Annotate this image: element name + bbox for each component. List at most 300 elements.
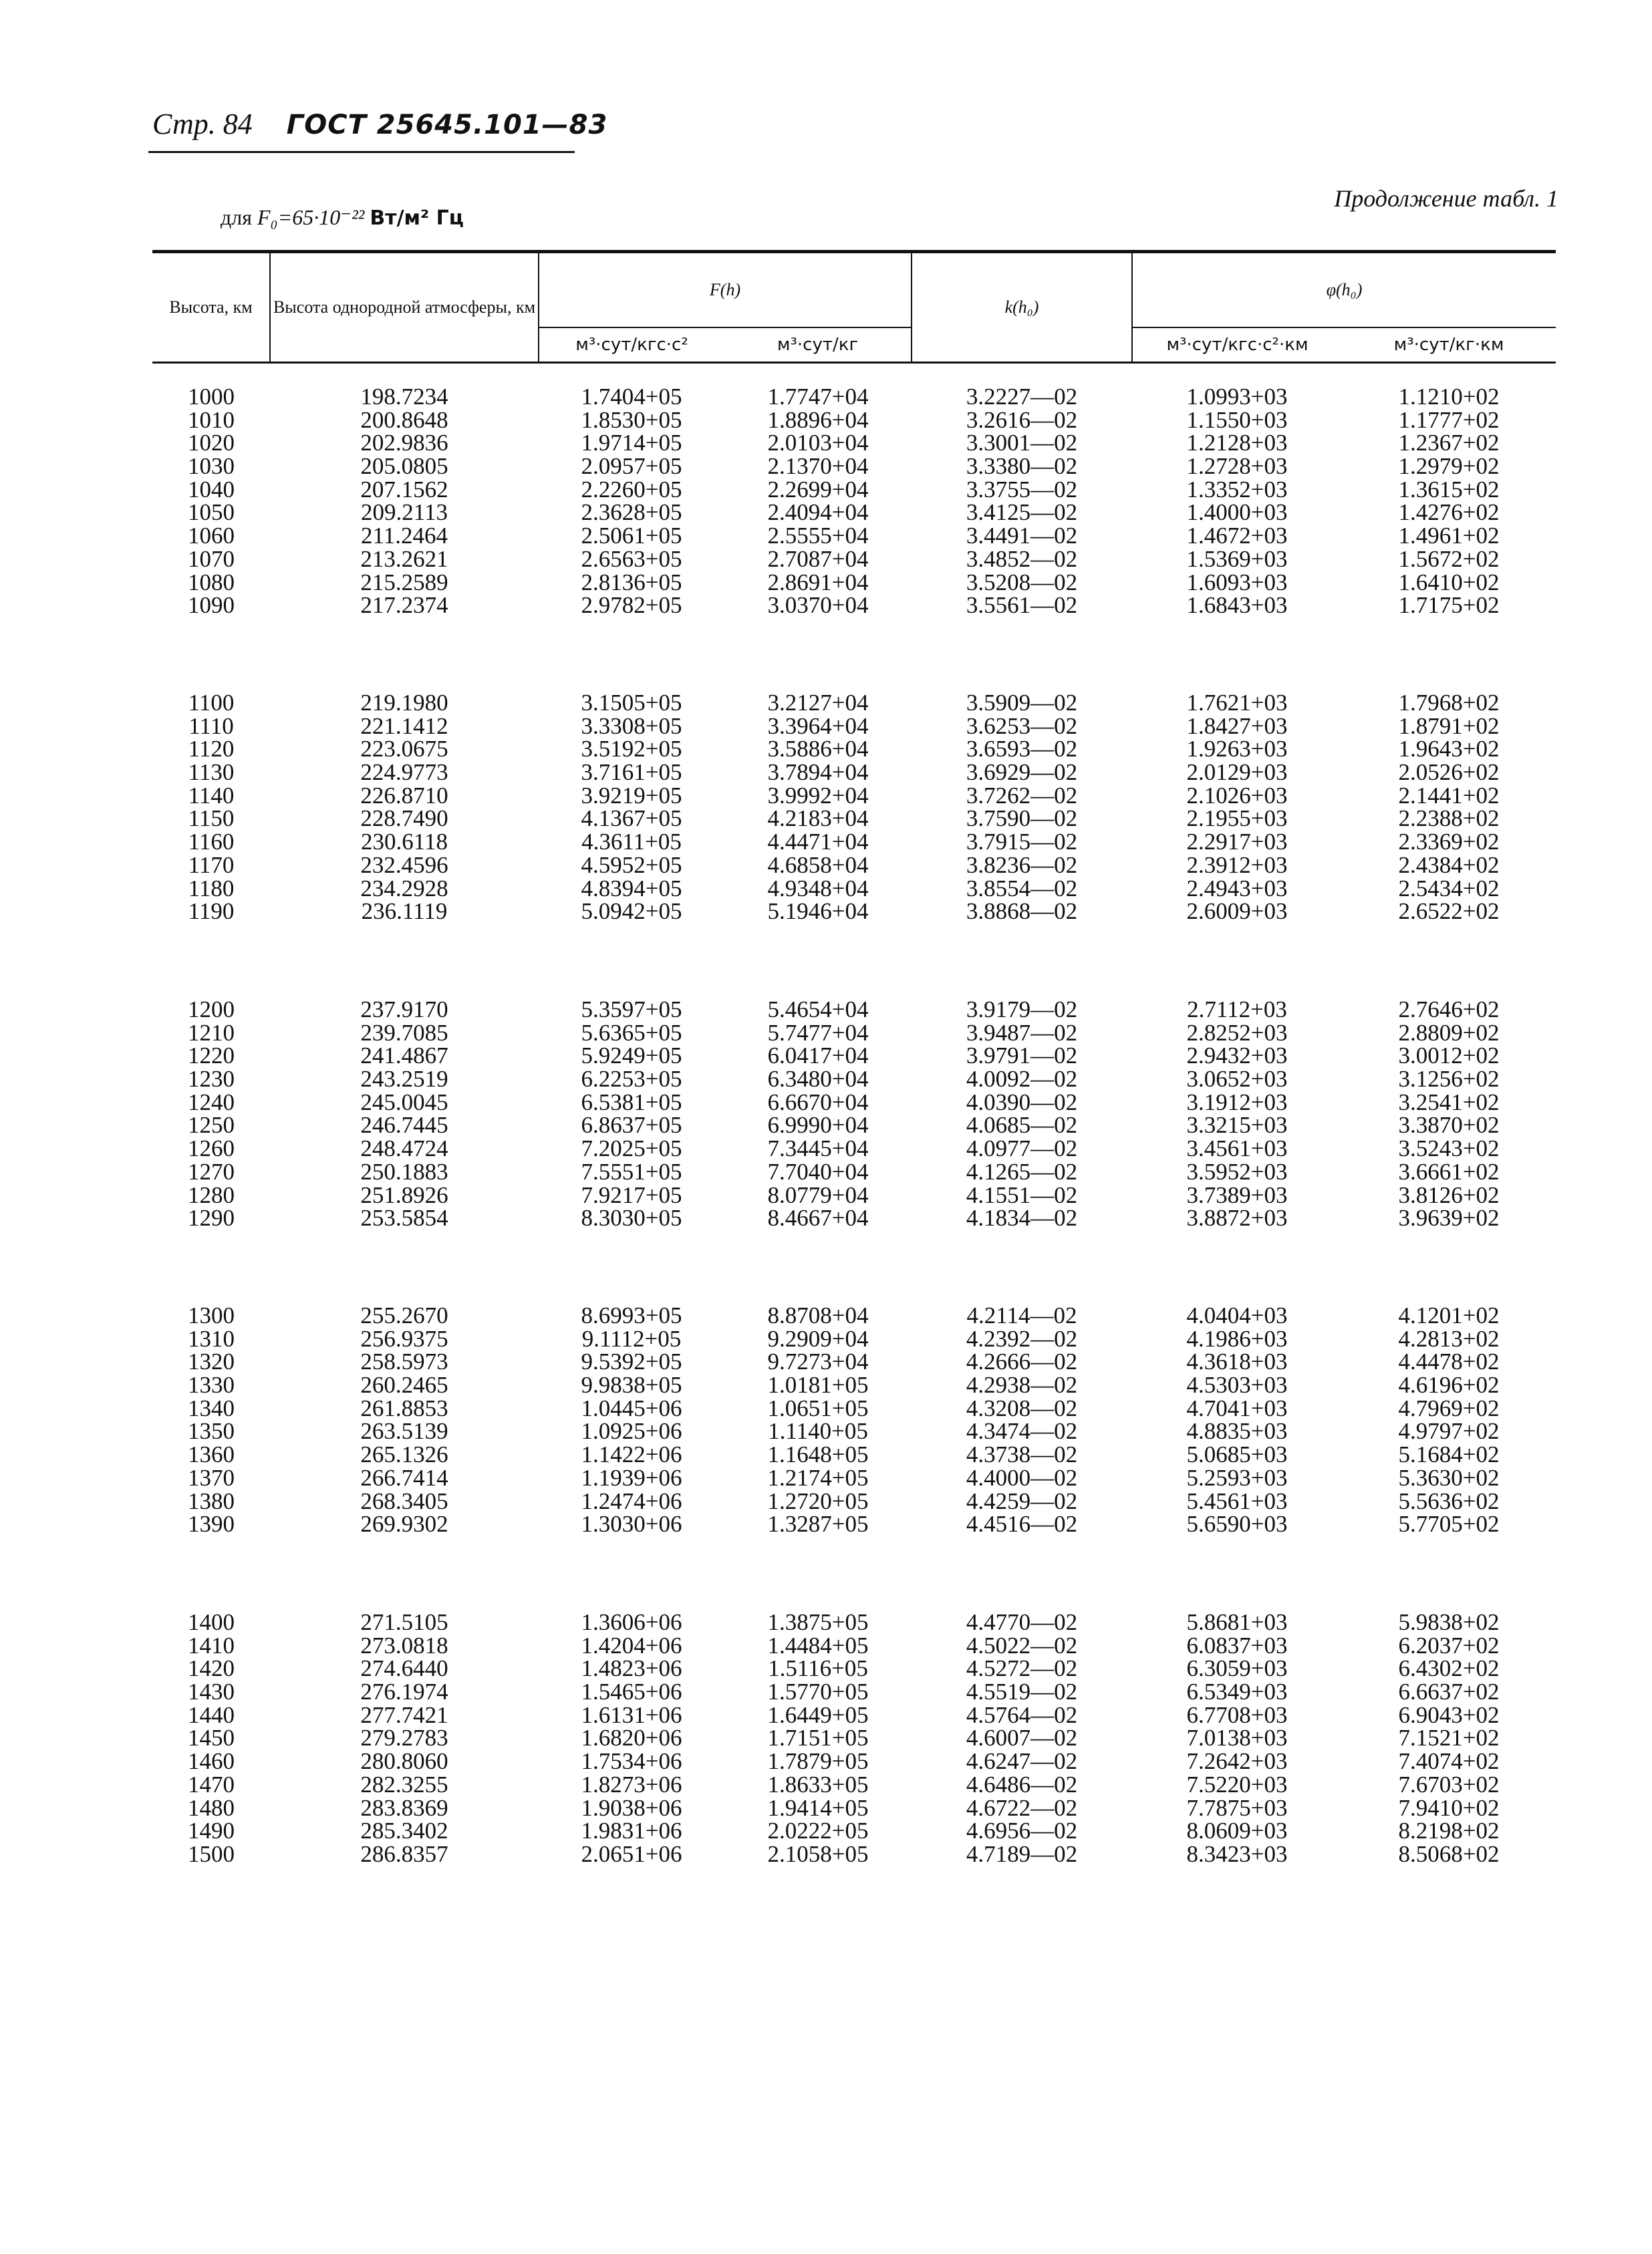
cell-homogeneous-height: 215.2589 [360, 569, 448, 595]
cell-kh: 4.4770—02 [966, 1609, 1078, 1635]
cell-fh-kg: 1.3287+05 [767, 1511, 869, 1538]
cell-fh-kgf: 7.2025+05 [581, 1135, 682, 1162]
cell-height: 1290 [188, 1205, 235, 1232]
cell-phi-kgf: 3.7389+03 [1186, 1181, 1288, 1208]
cell-fh-kg: 6.6670+04 [767, 1089, 869, 1115]
cell-fh-kg: 5.1946+04 [767, 898, 869, 925]
table-row [152, 455, 1556, 478]
cell-fh-kgf: 7.9217+05 [581, 1181, 682, 1208]
cell-fh-kgf: 8.6993+05 [581, 1302, 682, 1328]
cell-phi-kgf: 4.8835+03 [1186, 1418, 1288, 1445]
cell-fh-kg: 2.7087+04 [767, 545, 869, 572]
table-row [152, 1068, 1556, 1091]
cell-phi-kgf: 3.0652+03 [1186, 1066, 1288, 1093]
cell-phi-kg: 1.1210+02 [1398, 384, 1500, 410]
table-row [152, 1019, 1556, 1046]
cell-phi-kg: 7.4074+02 [1398, 1748, 1500, 1775]
cell-kh: 3.6593—02 [966, 736, 1078, 762]
cell-fh-kg: 3.3964+04 [767, 712, 869, 739]
cell-fh-kg: 2.5555+04 [767, 523, 869, 549]
table-row [152, 1513, 1556, 1536]
data-group-1400 [152, 1611, 1556, 1866]
cell-fh-kgf: 1.7534+06 [581, 1748, 682, 1775]
cell-fh-kg: 8.0779+04 [767, 1181, 869, 1208]
cell-fh-kgf: 1.1939+06 [581, 1464, 682, 1491]
cell-kh: 3.8554—02 [966, 875, 1078, 901]
cell-phi-kg: 8.5068+02 [1398, 1840, 1500, 1867]
cell-homogeneous-height: 274.6440 [360, 1655, 448, 1682]
cell-fh-kgf: 2.5061+05 [581, 523, 682, 549]
cell-homogeneous-height: 269.9302 [360, 1511, 448, 1538]
table-row [152, 692, 1556, 715]
cell-homogeneous-height: 276.1974 [360, 1679, 448, 1705]
col-fh-unit-1: м³·сут/кгс·с² [539, 327, 724, 363]
cell-phi-kg: 1.4961+02 [1398, 523, 1500, 549]
cell-fh-kgf: 5.3597+05 [581, 996, 682, 1022]
cell-fh-kgf: 4.5952+05 [581, 851, 682, 878]
cell-kh: 3.3380—02 [966, 453, 1078, 480]
cell-fh-kg: 1.7879+05 [767, 1748, 869, 1775]
cell-height: 1450 [188, 1725, 235, 1751]
cell-fh-kgf: 6.8637+05 [581, 1112, 682, 1139]
cell-phi-kgf: 8.3423+03 [1186, 1840, 1288, 1867]
cell-homogeneous-height: 273.0818 [360, 1632, 448, 1659]
cell-kh: 4.5272—02 [966, 1655, 1078, 1682]
table-row [152, 1351, 1556, 1374]
cell-fh-kg: 8.8708+04 [767, 1302, 869, 1328]
cell-phi-kg: 1.7968+02 [1398, 690, 1500, 716]
cell-phi-kg: 6.4302+02 [1398, 1655, 1500, 1682]
cell-height: 1100 [188, 690, 235, 716]
cell-fh-kgf: 2.9782+05 [581, 592, 682, 619]
cell-phi-kgf: 1.0993+03 [1186, 384, 1288, 410]
cell-homogeneous-height: 246.7445 [360, 1112, 448, 1139]
cell-phi-kg: 2.0526+02 [1398, 759, 1500, 786]
cell-homogeneous-height: 234.2928 [360, 875, 448, 901]
cell-fh-kg: 6.9990+04 [767, 1112, 869, 1139]
cell-height: 1210 [188, 1019, 235, 1046]
cell-kh: 4.6247—02 [966, 1748, 1078, 1775]
table-row [152, 1820, 1556, 1843]
cell-height: 1190 [188, 898, 235, 925]
table-row [152, 1464, 1556, 1491]
cell-phi-kg: 5.7705+02 [1398, 1511, 1500, 1538]
cell-phi-kg: 4.1201+02 [1398, 1302, 1500, 1328]
cell-fh-kg: 6.0417+04 [767, 1042, 869, 1069]
cell-homogeneous-height: 280.8060 [360, 1748, 448, 1775]
cell-phi-kg: 3.6661+02 [1398, 1158, 1500, 1185]
cell-height: 1110 [188, 712, 234, 739]
table-row [152, 831, 1556, 854]
col-phi-unit-1: м³·сут/кгс·с²·км [1132, 327, 1342, 363]
cell-phi-kg: 1.9643+02 [1398, 736, 1500, 762]
cell-height: 1440 [188, 1701, 235, 1728]
cell-height: 1500 [188, 1840, 235, 1867]
cell-homogeneous-height: 198.7234 [360, 384, 448, 410]
cell-phi-kg: 5.5636+02 [1398, 1488, 1500, 1514]
cell-homogeneous-height: 266.7414 [360, 1464, 448, 1491]
cell-height: 1360 [188, 1441, 235, 1468]
cell-phi-kgf: 3.5952+03 [1186, 1158, 1288, 1185]
table-row [152, 1207, 1556, 1230]
cell-phi-kgf: 3.1912+03 [1186, 1089, 1288, 1115]
cell-fh-kg: 4.4471+04 [767, 829, 869, 855]
cell-kh: 4.3208—02 [966, 1395, 1078, 1421]
cell-kh: 4.1551—02 [966, 1181, 1078, 1208]
cell-fh-kg: 1.5116+05 [768, 1655, 868, 1682]
cell-homogeneous-height: 251.8926 [360, 1181, 448, 1208]
cell-homogeneous-height: 265.1326 [360, 1441, 448, 1468]
cell-phi-kg: 1.5672+02 [1398, 545, 1500, 572]
cell-fh-kg: 4.2183+04 [767, 805, 869, 832]
cell-phi-kg: 1.2979+02 [1398, 453, 1500, 480]
cell-fh-kgf: 4.3611+05 [581, 829, 682, 855]
cell-phi-kg: 7.6703+02 [1398, 1771, 1500, 1798]
cell-phi-kgf: 1.6843+03 [1186, 592, 1288, 619]
cell-phi-kg: 5.9838+02 [1398, 1609, 1500, 1635]
data-group-1200 [152, 998, 1556, 1230]
cell-phi-kgf: 5.4561+03 [1186, 1488, 1288, 1514]
table-row [152, 1657, 1556, 1681]
cell-phi-kg: 3.9639+02 [1398, 1205, 1500, 1232]
cell-fh-kgf: 6.2253+05 [581, 1066, 682, 1093]
cell-height: 1350 [188, 1418, 235, 1445]
cell-phi-kgf: 2.2917+03 [1186, 829, 1288, 855]
cell-fh-kg: 3.0370+04 [767, 592, 869, 619]
cell-phi-kg: 7.9410+02 [1398, 1794, 1500, 1821]
cell-height: 1430 [188, 1679, 235, 1705]
table-row [152, 761, 1556, 785]
cell-fh-kgf: 1.6131+06 [581, 1701, 682, 1728]
cell-homogeneous-height: 271.5105 [360, 1609, 448, 1635]
cell-kh: 4.5022—02 [966, 1632, 1078, 1659]
cell-fh-kgf: 3.9219+05 [581, 782, 682, 809]
flux-condition-prefix: для [221, 205, 252, 229]
cell-phi-kgf: 6.7708+03 [1186, 1701, 1288, 1728]
cell-kh: 4.0685—02 [966, 1112, 1078, 1139]
cell-phi-kg: 3.1256+02 [1398, 1066, 1500, 1093]
table-row [152, 1490, 1556, 1514]
cell-phi-kgf: 2.4943+03 [1186, 875, 1288, 901]
cell-phi-kg: 2.4384+02 [1398, 851, 1500, 878]
cell-fh-kg: 2.4094+04 [767, 499, 869, 526]
cell-fh-kg: 2.1370+04 [767, 453, 869, 480]
table-row [152, 1397, 1556, 1421]
cell-kh: 4.0977—02 [966, 1135, 1078, 1162]
cell-fh-kgf: 4.1367+05 [581, 805, 682, 832]
cell-height: 1040 [188, 476, 235, 503]
cell-height: 1380 [188, 1488, 235, 1514]
cell-fh-kgf: 7.5551+05 [581, 1158, 682, 1185]
cell-kh: 3.4491—02 [966, 523, 1078, 549]
cell-fh-kg: 1.9414+05 [767, 1794, 869, 1821]
table-row [152, 1181, 1556, 1208]
cell-fh-kg: 1.2720+05 [767, 1488, 869, 1514]
cell-phi-kgf: 7.0138+03 [1186, 1725, 1288, 1751]
cell-fh-kgf: 3.7161+05 [581, 759, 682, 786]
cell-phi-kgf: 4.7041+03 [1186, 1395, 1288, 1421]
table-row [152, 406, 1556, 433]
cell-height: 1120 [188, 736, 235, 762]
cell-homogeneous-height: 256.9375 [360, 1325, 448, 1352]
cell-fh-kgf: 3.5192+05 [581, 736, 682, 762]
table-row [152, 851, 1556, 878]
table-row [152, 386, 1556, 409]
cell-phi-kgf: 3.4561+03 [1186, 1135, 1288, 1162]
cell-kh: 4.6007—02 [966, 1725, 1078, 1751]
table-row [152, 1840, 1556, 1867]
table-row [152, 1771, 1556, 1798]
cell-height: 1260 [188, 1135, 235, 1162]
cell-kh: 4.3474—02 [966, 1418, 1078, 1445]
cell-fh-kgf: 2.0651+06 [581, 1840, 682, 1867]
cell-phi-kg: 8.2198+02 [1398, 1818, 1500, 1844]
cell-homogeneous-height: 239.7085 [360, 1019, 448, 1046]
table-row [152, 1325, 1556, 1352]
cell-height: 1390 [188, 1511, 235, 1538]
cell-height: 1340 [188, 1395, 235, 1421]
cell-phi-kgf: 4.1986+03 [1186, 1325, 1288, 1352]
cell-fh-kgf: 2.0957+05 [581, 453, 682, 480]
data-group-1100 [152, 692, 1556, 924]
cell-height: 1240 [188, 1089, 235, 1115]
cell-kh: 4.7189—02 [966, 1840, 1078, 1867]
cell-fh-kg: 1.0181+05 [767, 1372, 869, 1399]
cell-homogeneous-height: 209.2113 [361, 499, 448, 526]
cell-fh-kg: 4.6858+04 [767, 851, 869, 878]
cell-height: 1460 [188, 1748, 235, 1775]
cell-phi-kgf: 6.3059+03 [1186, 1655, 1288, 1682]
cell-phi-kg: 1.8791+02 [1398, 712, 1500, 739]
table-row [152, 1750, 1556, 1774]
flux-units: Вт/м² Гц [370, 206, 464, 230]
cell-height: 1020 [188, 430, 235, 456]
cell-fh-kg: 5.7477+04 [767, 1019, 869, 1046]
cell-kh: 3.4852—02 [966, 545, 1078, 572]
cell-fh-kgf: 2.6563+05 [581, 545, 682, 572]
standard-designation: ГОСТ 25645.101—83 [286, 110, 608, 140]
cell-fh-kg: 2.0222+05 [767, 1818, 869, 1844]
col-phi-unit-2: м³·сут/кг·км [1342, 327, 1556, 363]
cell-kh: 4.2666—02 [966, 1349, 1078, 1375]
cell-homogeneous-height: 243.2519 [360, 1066, 448, 1093]
cell-fh-kg: 3.2127+04 [767, 690, 869, 716]
cell-phi-kgf: 1.2728+03 [1186, 453, 1288, 480]
table-row [152, 525, 1556, 548]
cell-fh-kg: 1.6449+05 [767, 1701, 869, 1728]
cell-homogeneous-height: 213.2621 [360, 545, 448, 572]
cell-height: 1300 [188, 1302, 235, 1328]
cell-height: 1080 [188, 569, 235, 595]
cell-homogeneous-height: 268.3405 [360, 1488, 448, 1514]
cell-homogeneous-height: 286.8357 [360, 1840, 448, 1867]
cell-phi-kg: 2.6522+02 [1398, 898, 1500, 925]
table-row [152, 1681, 1556, 1704]
cell-fh-kgf: 2.8136+05 [581, 569, 682, 595]
cell-height: 1490 [188, 1818, 235, 1844]
cell-phi-kg: 6.2037+02 [1398, 1632, 1500, 1659]
cell-fh-kgf: 3.1505+05 [581, 690, 682, 716]
cell-homogeneous-height: 253.5854 [360, 1205, 448, 1232]
cell-fh-kgf: 1.7404+05 [581, 384, 682, 410]
cell-fh-kgf: 1.8273+06 [581, 1771, 682, 1798]
cell-phi-kgf: 4.3618+03 [1186, 1349, 1288, 1375]
cell-fh-kg: 1.3875+05 [767, 1609, 869, 1635]
cell-kh: 4.1834—02 [966, 1205, 1078, 1232]
cell-phi-kgf: 1.4672+03 [1186, 523, 1288, 549]
cell-homogeneous-height: 205.0805 [360, 453, 448, 480]
cell-fh-kg: 1.5770+05 [767, 1679, 869, 1705]
cell-phi-kg: 3.0012+02 [1398, 1042, 1500, 1069]
cell-height: 1310 [188, 1325, 235, 1352]
table-row [152, 1420, 1556, 1443]
cell-kh: 3.5561—02 [966, 592, 1078, 619]
table-row [152, 1794, 1556, 1821]
cell-height: 1220 [188, 1042, 235, 1069]
cell-fh-kgf: 2.2260+05 [581, 476, 682, 503]
col-kh-header: k(h₀) [912, 252, 1132, 363]
cell-phi-kg: 4.4478+02 [1398, 1349, 1500, 1375]
cell-phi-kgf: 5.0685+03 [1186, 1441, 1288, 1468]
cell-fh-kgf: 3.3308+05 [581, 712, 682, 739]
cell-fh-kgf: 1.1422+06 [581, 1441, 682, 1468]
table-row [152, 807, 1556, 831]
cell-homogeneous-height: 226.8710 [360, 782, 448, 809]
cell-phi-kgf: 3.3215+03 [1186, 1112, 1288, 1139]
cell-height: 1480 [188, 1794, 235, 1821]
cell-fh-kgf: 8.3030+05 [581, 1205, 682, 1232]
cell-phi-kg: 2.5434+02 [1398, 875, 1500, 901]
table-row [152, 1044, 1556, 1068]
cell-fh-kgf: 6.5381+05 [581, 1089, 682, 1115]
cell-fh-kgf: 5.9249+05 [581, 1042, 682, 1069]
cell-kh: 3.3001—02 [966, 430, 1078, 456]
table-row [152, 1158, 1556, 1185]
cell-kh: 3.7915—02 [966, 829, 1078, 855]
cell-fh-kg: 7.7040+04 [767, 1158, 869, 1185]
cell-phi-kg: 2.1441+02 [1398, 782, 1500, 809]
cell-phi-kg: 2.2388+02 [1398, 805, 1500, 832]
cell-homogeneous-height: 261.8853 [360, 1395, 448, 1421]
cell-fh-kg: 7.3445+04 [767, 1135, 869, 1162]
table-row [152, 1632, 1556, 1659]
cell-kh: 3.5909—02 [966, 690, 1078, 716]
cell-fh-kg: 3.7894+04 [767, 759, 869, 786]
cell-fh-kgf: 1.5465+06 [581, 1679, 682, 1705]
cell-height: 1400 [188, 1609, 235, 1635]
cell-phi-kgf: 1.5369+03 [1186, 545, 1288, 572]
cell-phi-kgf: 1.1550+03 [1186, 406, 1288, 433]
cell-fh-kgf: 1.4204+06 [581, 1632, 682, 1659]
cell-kh: 3.8868—02 [966, 898, 1078, 925]
cell-homogeneous-height: 221.1412 [360, 712, 448, 739]
cell-kh: 4.5519—02 [966, 1679, 1078, 1705]
cell-phi-kgf: 7.2642+03 [1186, 1748, 1288, 1775]
cell-fh-kg: 4.9348+04 [767, 875, 869, 901]
cell-fh-kgf: 1.3606+06 [581, 1609, 682, 1635]
cell-height: 1200 [188, 996, 235, 1022]
table-row [152, 738, 1556, 761]
cell-phi-kgf: 7.7875+03 [1186, 1794, 1288, 1821]
cell-phi-kgf: 1.2128+03 [1186, 430, 1288, 456]
cell-fh-kgf: 2.3628+05 [581, 499, 682, 526]
cell-fh-kg: 1.0651+05 [767, 1395, 869, 1421]
cell-kh: 4.4000—02 [966, 1464, 1078, 1491]
cell-fh-kgf: 5.0942+05 [581, 898, 682, 925]
cell-kh: 4.6956—02 [966, 1818, 1078, 1844]
data-group-1300 [152, 1304, 1556, 1536]
cell-kh: 3.7262—02 [966, 782, 1078, 809]
cell-homogeneous-height: 283.8369 [360, 1794, 448, 1821]
cell-height: 1070 [188, 545, 235, 572]
cell-fh-kgf: 1.9831+06 [581, 1818, 682, 1844]
cell-height: 1140 [188, 782, 235, 809]
cell-homogeneous-height: 279.2783 [360, 1725, 448, 1751]
cell-phi-kg: 1.7175+02 [1398, 592, 1500, 619]
cell-homogeneous-height: 217.2374 [360, 592, 448, 619]
cell-fh-kg: 1.8633+05 [767, 1771, 869, 1798]
table-row [152, 782, 1556, 809]
cell-height: 1090 [188, 592, 235, 619]
page-number: Стр. 84 [152, 108, 253, 140]
cell-fh-kg: 8.4667+04 [767, 1205, 869, 1232]
cell-fh-kgf: 1.3030+06 [581, 1511, 682, 1538]
flux-formula: F₀=65·10⁻²² [257, 205, 365, 229]
cell-phi-kgf: 1.8427+03 [1186, 712, 1288, 739]
cell-phi-kgf: 1.3352+03 [1186, 476, 1288, 503]
cell-fh-kg: 3.5886+04 [767, 736, 869, 762]
cell-homogeneous-height: 200.8648 [360, 406, 448, 433]
table-row [152, 1091, 1556, 1115]
cell-phi-kgf: 1.4000+03 [1186, 499, 1288, 526]
data-group-1000 [152, 386, 1556, 617]
cell-height: 1150 [188, 805, 235, 832]
cell-phi-kgf: 2.1026+03 [1186, 782, 1288, 809]
cell-fh-kg: 1.2174+05 [767, 1464, 869, 1491]
cell-phi-kg: 6.6637+02 [1398, 1679, 1500, 1705]
table-row [152, 1374, 1556, 1397]
cell-phi-kgf: 7.5220+03 [1186, 1771, 1288, 1798]
cell-phi-kgf: 5.6590+03 [1186, 1511, 1288, 1538]
cell-homogeneous-height: 263.5139 [360, 1418, 448, 1445]
cell-height: 1370 [188, 1464, 235, 1491]
cell-phi-kg: 2.8809+02 [1398, 1019, 1500, 1046]
cell-phi-kgf: 6.5349+03 [1186, 1679, 1288, 1705]
table-row [152, 1443, 1556, 1467]
table-row [152, 1611, 1556, 1635]
cell-fh-kgf: 9.1112+05 [581, 1325, 682, 1352]
cell-homogeneous-height: 230.6118 [361, 829, 448, 855]
cell-phi-kg: 5.3630+02 [1398, 1464, 1500, 1491]
cell-height: 1000 [188, 384, 235, 410]
cell-phi-kgf: 5.8681+03 [1186, 1609, 1288, 1635]
table-row [152, 594, 1556, 617]
cell-homogeneous-height: 224.9773 [360, 759, 448, 786]
cell-homogeneous-height: 258.5973 [360, 1349, 448, 1375]
cell-height: 1180 [188, 875, 235, 901]
cell-phi-kgf: 8.0609+03 [1186, 1818, 1288, 1844]
cell-kh: 4.4259—02 [966, 1488, 1078, 1514]
cell-phi-kg: 3.5243+02 [1398, 1135, 1500, 1162]
table-row [152, 712, 1556, 739]
cell-fh-kgf: 1.6820+06 [581, 1725, 682, 1751]
cell-phi-kg: 1.1777+02 [1398, 406, 1500, 433]
cell-height: 1060 [188, 523, 235, 549]
page-header [152, 107, 607, 141]
cell-height: 1160 [188, 829, 235, 855]
cell-fh-kg: 1.7151+05 [767, 1725, 869, 1751]
cell-phi-kgf: 5.2593+03 [1186, 1464, 1288, 1491]
